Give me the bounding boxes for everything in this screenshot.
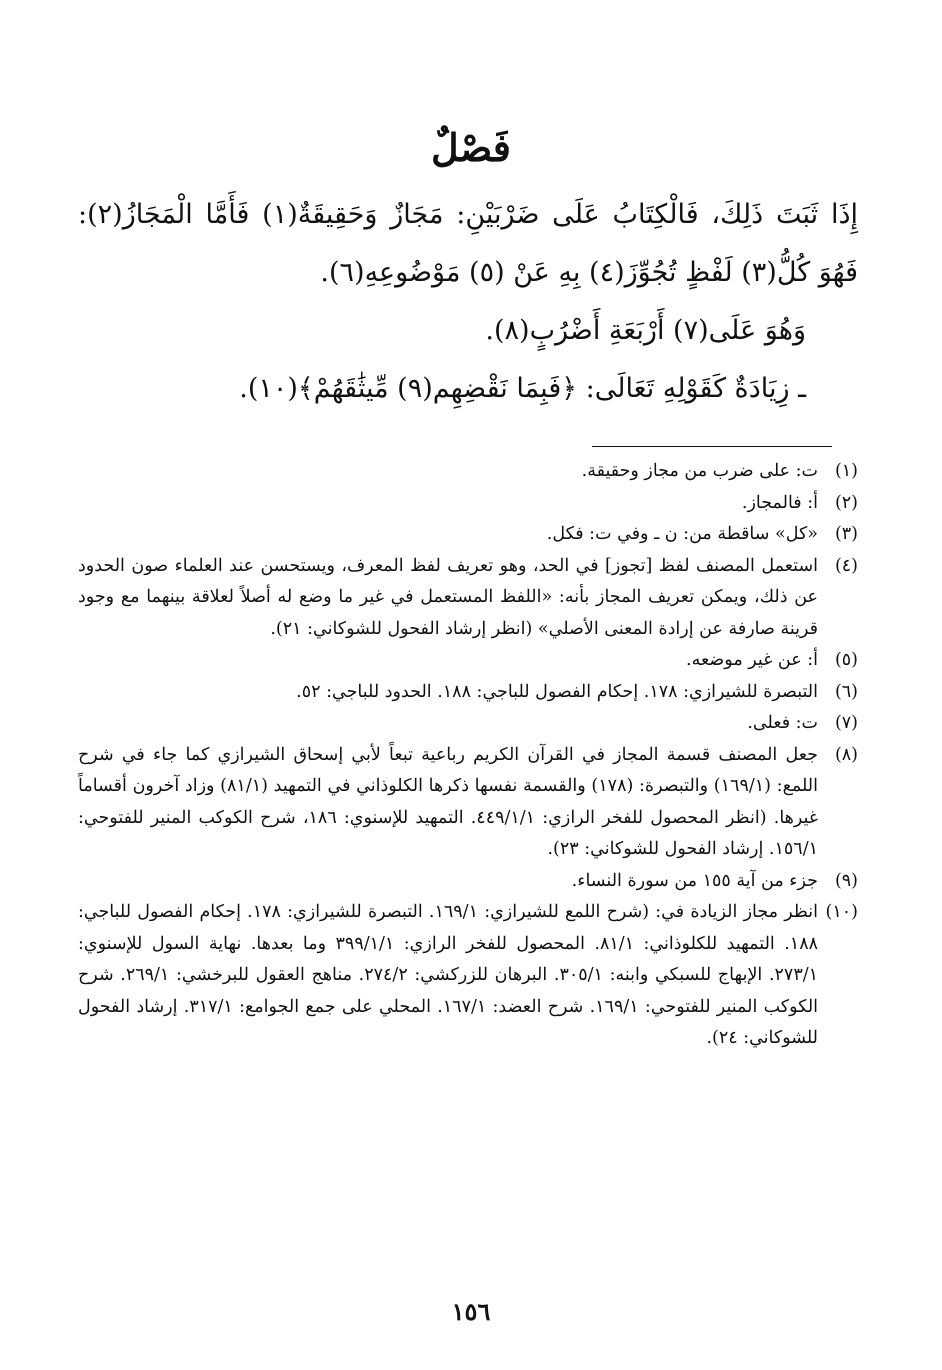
footnote (78, 488, 858, 520)
footnote-number: (٢) (834, 492, 858, 513)
footnote-number: (٣) (834, 524, 858, 544)
footnote (78, 740, 858, 866)
section-heading: فَصْلٌ (431, 125, 511, 170)
footnote-text: استعمل المصنف لفظ [تجوز] في الحد، وهو تعريف لفظ المعرف، ويستحسن عند العلماء صون الحدود عن ذلك، ويمكن تعريف المجاز بأنه: «اللفظ المستعمل في غير ما وضع له أصلاً لعلاقة بينهما مع وجود قرينة صارفة عن إرادة المعنى الأصلي» (انظر إرشاد الفحول للشوكاني: ٢١). (78, 555, 818, 639)
footnote-number: (١) (834, 461, 858, 481)
footnote-text: ت: على ضرب من مجاز وحقيقة. (581, 461, 818, 481)
footnote (78, 519, 858, 551)
footnotes-list (78, 456, 858, 1055)
main-paragraph: وَهُوَ عَلَى(٧) أَرْبَعَةِ أَضْرُبٍ(٨). (485, 315, 806, 346)
footnote (78, 551, 858, 646)
footnote-text: «كل» ساقطة من: ن ـ وفي ت: فكل. (546, 524, 818, 544)
footnote (78, 677, 858, 709)
footnote-number: (١٠) (825, 902, 858, 922)
quran-verse-paragraph: ـ زِيَادَةٌ كَقَوْلِهِ تَعَالَى: ﴿فَبِمَا نَقْضِهِم(٩) مِّيثَٰقَهُمْ﴾(١٠). (239, 373, 806, 404)
main-paragraph: إِذَا ثَبَتَ ذَلِكَ، فَالْكِتَابُ عَلَى ضَرْبَيْنِ: مَجَازٌ وَحَقِيقَةٌ(١) فَأَمَّا الْمَجَازُ(٢): فَهُوَ كُلُّ(٣) لَفْظٍ تُجُوِّزَ(٤) بِهِ عَنْ (٥) مَوْضُوعِهِ(٦). (78, 199, 858, 288)
footnote-number: (٥) (834, 650, 858, 670)
footnote-text: التبصرة للشيرازي: ١٧٨. إحكام الفصول للباجي: ١٨٨. الحدود للباجي: ٥٢. (296, 681, 818, 702)
footnote-number: (٦) (834, 681, 858, 702)
page-number: ١٥٦ (451, 1297, 491, 1326)
footnote (78, 897, 858, 1055)
footnote-separator (592, 446, 832, 447)
footnote (78, 456, 858, 488)
footnote-text: ت: فعلى. (747, 713, 818, 733)
footnote (78, 866, 858, 898)
footnote (78, 645, 858, 677)
footnote-number: (٨) (834, 744, 858, 765)
main-text (78, 186, 858, 418)
footnote-text: أ: فالمجاز. (741, 492, 818, 513)
footnote-text: أ: عن غير موضعه. (686, 650, 818, 670)
footnote-text: جعل المصنف قسمة المجاز في القرآن الكريم رباعية تبعاً لأبي إسحاق الشيرازي كما جاء في شرح اللمع: (١٦٩/١) والتبصرة: (١٧٨) والقسمة نفسها ذكرها الكلوذاني في التمهيد (٨١/١) وزاد آخرون أقساماً غيرها. (انظر المحصول للفخر الرازي: ٤٤٩/١/١. التمهيد للإسنوي: ١٨٦، شرح الكوكب المنير للفتوحي: ١٥٦/١. إرشاد الفحول للشوكاني: ٢٣). (78, 744, 818, 859)
footnote-number: (٤) (834, 555, 858, 576)
footnote-number: (٩) (834, 870, 858, 891)
footnote (78, 708, 858, 740)
footnote-number: (٧) (834, 713, 858, 733)
footnote-text: جزء من آية ١٥٥ من سورة النساء. (571, 870, 818, 891)
footnote-text: انظر مجاز الزيادة في: (شرح اللمع للشيرازي: ١٦٩/١. التبصرة للشيرازي: ١٧٨. إحكام الفصول للباجي: ١٨٨. التمهيد للكلوذاني: ٨١/١. المحصول للفخر الرازي: ٣٩٩/١/١ وما بعدها. نهاية السول للإسنوي: ٢٧٣/١. الإبهاج للسبكي وابنه: ٣٠٥/١. البرهان للزركشي: ٢٧٤/٢. مناهج العقول للبرخشي: ٢٦٩/١. شرح الكوكب المنير للفتوحي: ١٦٩/١. شرح العضد: ١٦٧/١. المحلي على جمع الجوامع: ٣١٧/١. إرشاد الفحول للشوكاني: ٢٤). (78, 902, 819, 1048)
